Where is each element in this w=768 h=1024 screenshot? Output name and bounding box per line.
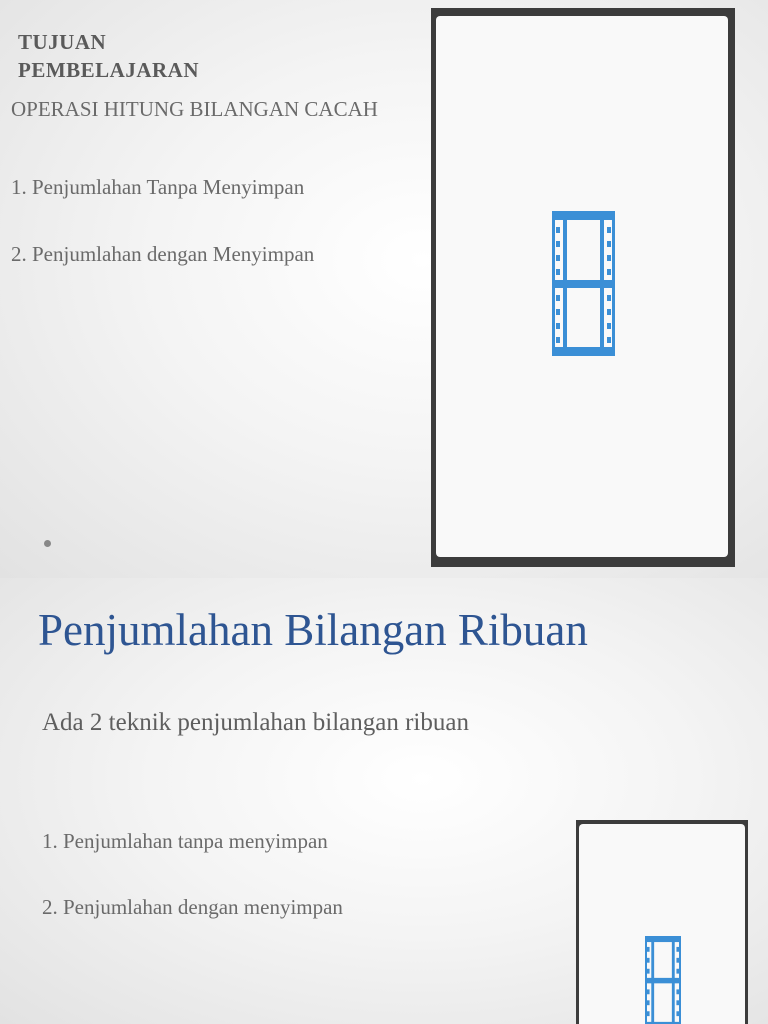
empty-bullet	[44, 540, 51, 547]
slide-title: Penjumlahan Bilangan Ribuan	[38, 605, 588, 655]
film-strip-icon[interactable]	[645, 936, 681, 1024]
list-item: 1. Penjumlahan tanpa menyimpan	[42, 829, 328, 853]
film-strip-icon[interactable]	[552, 211, 615, 356]
slide-heading: TUJUAN PEMBELAJARAN	[18, 30, 200, 82]
list-item: 2. Penjumlahan dengan Menyimpan	[11, 242, 315, 266]
list-item: 1. Penjumlahan Tanpa Menyimpan	[11, 175, 305, 199]
slide-intro: Ada 2 teknik penjumlahan bilangan ribuan	[42, 709, 469, 736]
list-item: 2. Penjumlahan dengan menyimpan	[42, 895, 343, 919]
slide-subheading: OPERASI HITUNG BILANGAN CACAH	[11, 97, 378, 121]
